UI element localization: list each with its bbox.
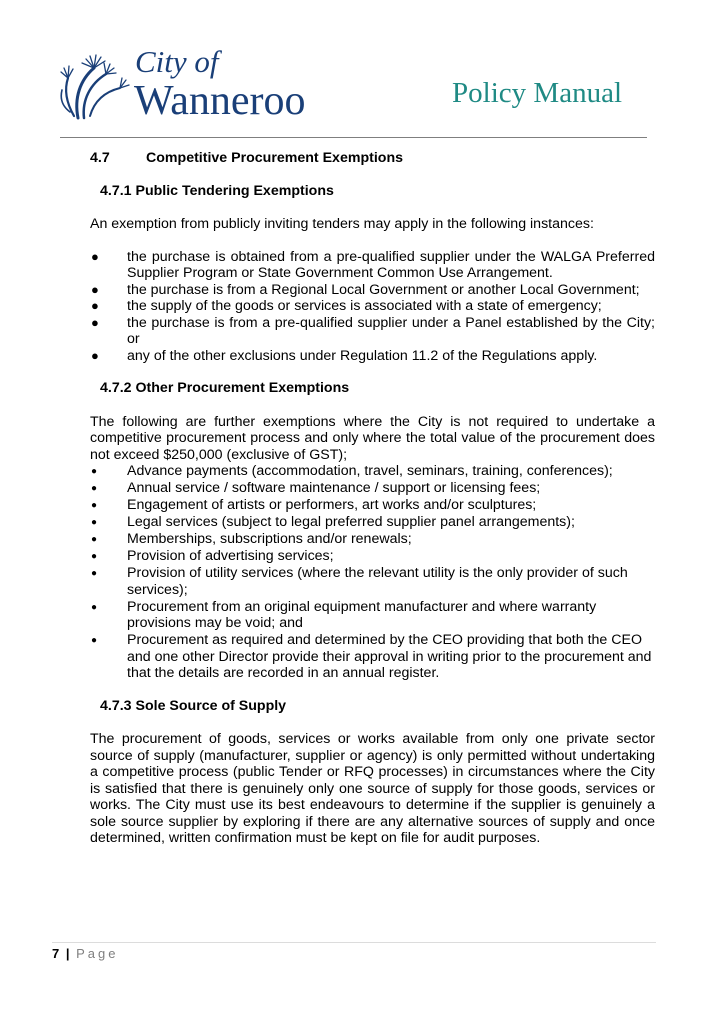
list-item: ● the purchase is obtained from a pre-qualified supplier under the WALGA Preferred Supplier Program or State Government Common Use Arrangement. <box>91 248 655 281</box>
subsection-heading-public-tendering: 4.7.1 Public Tendering Exemptions <box>100 182 334 199</box>
bullet-icon: ● <box>91 298 99 313</box>
bullet-icon: ● <box>91 314 99 330</box>
list-item: ● Procurement from an original equipment manufacturer and where warranty provisions may be void; and <box>91 598 597 631</box>
header-divider <box>60 137 647 138</box>
bullet-icon: ● <box>91 483 98 494</box>
list-item: ● Provision of advertising services; <box>91 548 334 564</box>
bullet-icon: ● <box>91 534 98 545</box>
bullet-icon: ● <box>91 500 98 511</box>
list-item: ● Engagement of artists or performers, art works and/or sculptures; <box>91 497 537 513</box>
list-item: ● Memberships, subscriptions and/or renewals; <box>91 531 412 547</box>
bullet-icon: ● <box>91 601 98 613</box>
other-exemptions-list <box>90 463 655 682</box>
list-item: ● Provision of utility services (where the relevant utility is the only provider of such services); <box>91 565 628 598</box>
list-item: ● the purchase is from a pre-qualified supplier under a Panel established by the City; or <box>91 314 655 347</box>
list-item: ● Procurement as required and determined by the CEO providing that both the CEO and one other Director provide their approval in writing prior to the procurement and that the details are recorded in an annual register. <box>91 632 652 681</box>
subsection-heading-other-exemptions: 4.7.2 Other Procurement Exemptions <box>100 380 350 396</box>
bullet-icon: ● <box>91 568 98 579</box>
page-number: 7 <box>52 946 60 961</box>
list-item: ● the purchase is from a Regional Local Government or another Local Government; <box>91 281 640 298</box>
list-item: ● any of the other exclusions under Regulation 11.2 of the Regulations apply. <box>91 347 598 364</box>
list-item: ● the supply of the goods or services is associated with a state of emergency; <box>91 298 602 314</box>
list-item: ● Annual service / software maintenance / support or licensing fees; <box>91 480 541 496</box>
section-number: 4.7 <box>90 150 110 166</box>
page-label: Page <box>76 946 119 961</box>
subsection-heading-sole-source: 4.7.3 Sole Source of Supply <box>100 697 287 714</box>
section-heading <box>90 150 655 167</box>
bullet-icon: ● <box>91 635 98 646</box>
wanneroo-logo-icon <box>60 50 132 120</box>
bullet-icon: ● <box>91 551 98 562</box>
public-tendering-list <box>90 249 655 365</box>
logo-text-wanneroo: Wanneroo <box>134 78 306 124</box>
footer-divider <box>52 942 656 943</box>
page-content <box>90 150 655 847</box>
other-exemptions-intro: The following are further exemptions where the City is not required to undertake a competitive procurement process and only where the total value of the procurement does not exceed $250,000 (exclusive of GST); <box>90 413 655 463</box>
bullet-icon: ● <box>91 248 99 264</box>
bullet-icon: ● <box>91 347 99 363</box>
page-footer <box>52 946 119 962</box>
section-title: Competitive Procurement Exemptions <box>146 150 404 166</box>
footer-separator: | <box>65 946 70 961</box>
manual-title: Policy Manual <box>452 77 622 109</box>
page-header <box>0 0 706 140</box>
sole-source-body: The procurement of goods, services or works available from only one private sector source of supply (manufacturer, supplier or agency) is only permitted without undertaking a competitive process (public Tender or RFQ processes) in circumstances where the City is satisfied that there is genuinely only one source of supply for those goods, services or works. The City must use its best endeavours to determine if the supplier is genuinely a sole source supplier by exploring if there are any alternative sources of supply and once determined, written confirmation must be kept on file for audit purposes. <box>90 731 655 846</box>
logo-text-city-of: City of <box>135 44 219 79</box>
public-tendering-intro: An exemption from publicly inviting tenders may apply in the following instances: <box>90 216 594 232</box>
list-item: ● Legal services (subject to legal preferred supplier panel arrangements); <box>91 514 575 530</box>
bullet-icon: ● <box>91 466 98 477</box>
bullet-icon: ● <box>91 281 99 297</box>
bullet-icon: ● <box>91 517 98 528</box>
list-item: ● Advance payments (accommodation, travel, seminars, training, conferences); <box>91 463 613 479</box>
